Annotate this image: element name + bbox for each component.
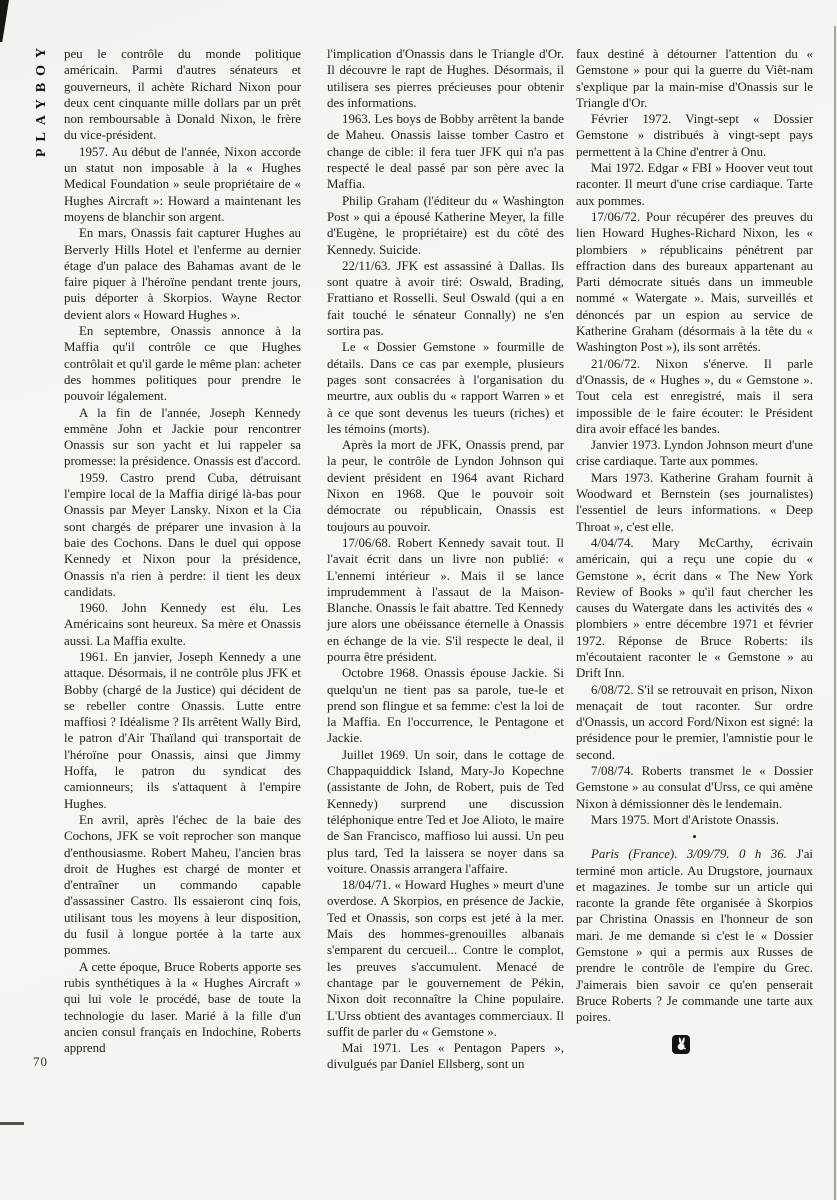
paragraph: Janvier 1973. Lyndon Johnson meurt d'une crise cardiaque. Tarte aux pommes. xyxy=(576,438,813,469)
scan-artifact-bottom-dash xyxy=(0,1122,24,1125)
paragraph: 1963. Les boys de Bobby arrêtent la bande de Maheu. Onassis laisse tomber Castro et change de cible: il fera tuer JFK qui n'a pas respecté le deal passé par son père avec la Maffia. xyxy=(327,112,564,192)
paragraph: Après la mort de JFK, Onassis prend, par la peur, le contrôle de Lyndon Johnson qui devient président en 1964 avant Richard Nixon en 1968. Que le pouvoir soit démocrate ou républicain, Onassis est toujours au pouvoir. xyxy=(327,438,564,534)
magazine-spine xyxy=(30,40,54,158)
scan-artifact-right-edge xyxy=(834,26,836,1200)
paragraph: 1961. En janvier, Joseph Kennedy a une attaque. Désormais, il ne contrôle plus JFK et Bobby (chargé de la Justice) qui décident de se rebeller contre Onassis. Lutte entre maffiosi ? Idéalisme ? Ils arrêtent Wally Bird, le patron d'Air Thaïland qui transportait de l'héroïne pour Onassis, ainsi que Jimmy Hoffa, le patron du syndicat des camionneurs; ils s'attaquent à l'empire Hughes. xyxy=(64,649,301,811)
paragraph: Juillet 1969. Un soir, dans le cottage de Chappaquiddick Island, Mary-Jo Kopechne (assistante de John, de Robert, puis de Ted Kennedy) surprend une discussion téléphonique entre Ted et Joe Alioto, le maire de San Francisco, maffioso lui aussi. Un peu plus tard, Ted la laissera se noyer dans sa voiture. Onassis arrangera l'affaire. xyxy=(327,747,564,876)
paragraph: peu le contrôle du monde politique américain. Parmi d'autres sénateurs et gouverneurs, il achète Richard Nixon pour deux cent cinquante mille dollars par un prêt non remboursable à Donald Nixon, le frère du vice-président. xyxy=(64,47,301,143)
paragraph: Mai 1971. Les « Pentagon Papers », divulgués par Daniel Ellsberg, sont un xyxy=(327,1041,564,1072)
paragraph: faux destiné à détourner l'attention du « Gemstone » pour qui la guerre du Viêt-nam s'explique par la main-mise d'Onassis sur le Triangle d'Or. xyxy=(576,47,813,110)
paragraph: 6/08/72. S'il se retrouvait en prison, Nixon menaçait de tout raconter. Sur ordre d'Onassis, un accord Ford/Nixon est signé: la présidence pour le premier, l'amnistie pour le second. xyxy=(576,682,813,762)
paragraph: Le « Dossier Gemstone » fourmille de détails. Dans ce cas par exemple, plusieurs pages sont consacrées à l'organisation du meurtre, aux oublis du « rapport Warren » et à ce que sont devenus les tueurs (riches) et les témoins (morts). xyxy=(327,340,564,436)
paragraph: En avril, après l'échec de la baie des Cochons, JFK se voit reprocher son manque d'enthousiasme. Robert Maheu, l'ancien bras droit de Hughes est chargé de monter et d'entraîner un commando capable d'assassiner Castro. Ils essaieront cinq fois, utilisant tous les moyens à leur disposition, du fusil à longue portée à la tarte aux pommes. xyxy=(64,812,301,958)
paragraph: Octobre 1968. Onassis épouse Jackie. Si quelqu'un ne tient pas sa parole, tue-le et prend son flingue et sa femme: c'est la loi de la Maffia. En l'occurrence, le Pentagone et Jackie. xyxy=(327,666,564,746)
paragraph: 17/06/72. Pour récupérer des preuves du lien Howard Hughes-Richard Nixon, les « plombiers » républicains pénétrent par effraction dans des bureaux appartenant au Parti démocrate situés dans un immeuble nommé « Watergate ». Mais, surveillés et dénoncés par un espion au service de Katherine Graham (désormais à la tête du « Washington Post »), ils sont arrêtés. xyxy=(576,209,813,355)
paragraph: En septembre, Onassis annonce à la Maffia qu'il contrôle ce que Hughes contrôlait et qu'il garde le même plan: acheter des hommes politiques pour prendre le pouvoir légalement. xyxy=(64,324,301,404)
text-column-2 xyxy=(327,46,564,1073)
paragraph: Mars 1973. Katherine Graham fournit à Woodward et Bernstein (ses journalistes) l'essentiel de leurs informations. « Deep Throat », c'est elle. xyxy=(576,470,813,534)
paragraph: 1959. Castro prend Cuba, détruisant l'empire local de la Maffia dirigé là-bas pour Onassis par Meyer Lansky. Nixon et la Cia sont chargés de préparer une invasion à la baie des Cochons. Dans le duel qui oppose Kennedy et Nixon pour la présidence, Onassis n'a rien à perdre: il tient les deux candidats. xyxy=(64,470,301,599)
closing-dateline: Paris (France). 3/09/79. 0 h 36. xyxy=(591,847,787,862)
paragraph: 18/04/71. « Howard Hughes » meurt d'une overdose. A Skorpios, en présence de Jackie, Ted et Onassis, son corps est jeté à la mer. Mais des hommes-grenouilles albanais s'emparent du cercueil... Contre le complot, les preuves s'accumulent. Menacé de chantage par le gouvernement de Pékin, Nixon doit reconnaître la Chine populaire. L'Urss obtient des avantages commerciaux. Il suffit de parler du « Gemstone ». xyxy=(327,878,564,1039)
paragraph: 1960. John Kennedy est élu. Les Américains sont heureux. Sa mère et Onassis aussi. La Maffia exulte. xyxy=(64,601,301,648)
scan-artifact-corner xyxy=(0,0,9,42)
endmark-row xyxy=(672,1035,813,1054)
paragraph: l'implication d'Onassis dans le Triangle d'Or. Il découvre le rapt de Hughes. Désormais, il utilisera ses pierres précieuses pour obtenir des informations. xyxy=(327,47,564,110)
paragraph: 4/04/74. Mary McCarthy, écrivain américain, qui a reçu une copie du « Gemstone », écrit dans « The New York Review of Books » qu'il faut chercher les causes du Watergate dans les activités des « plombiers » entre décembre 1971 et février 1972. Réponse de Bruce Roberts: ils m'écoutaient raconter le « Gemstone » au Drift Inn. xyxy=(576,535,813,681)
paragraph: En mars, Onassis fait capturer Hughes au Berverly Hills Hotel et l'enferme au dernier étage d'un palace des Bahamas avant de le faire piquer à l'héroïne pendant trente jours, puis déporter à Skorpios. Wayne Rector devient alors « Howard Hughes ». xyxy=(64,226,301,322)
paragraph: 7/08/74. Roberts transmet le « Dossier Gemstone » au consulat d'Urss, ce qui amène Nixon à démissionner dès le lendemain. xyxy=(576,764,813,811)
paragraph: Philip Graham (l'éditeur du « Washington Post » qui a épousé Katherine Meyer, la fille d'Eugène, le propriétaire) est du côté des Kennedy. Suicide. xyxy=(327,193,564,257)
closing-text: J'ai terminé mon article. Au Drugstore, journaux et magazines. Je tombe sur un article qui raconte la grande fête organisée à Skorpios par Christina Onassis en l'honneur de son mari. Je me demande si c'est le « Dossier Gemstone » qui a permis aux Russes de prendre le contrôle de l'empire du Grec. J'aimerais bien savoir ce qu'en penserait Bruce Roberts ? Je commande une tarte aux poires. xyxy=(576,847,813,1025)
paragraph: A cette époque, Bruce Roberts apporte ses rubis synthétiques à la « Hughes Aircraft » qui lui vole le procédé, base de toute la technologie du laser. Marié à la fille d'un ancien consul français en Indochine, Roberts apprend xyxy=(64,959,301,1056)
paragraph: A la fin de l'année, Joseph Kennedy emmène John et Jackie pour rencontrer Onassis sur son yacht et lui rappeler sa promesse: la présidence. Onassis est d'accord. xyxy=(64,405,301,469)
text-column-3 xyxy=(576,46,813,1054)
paragraph: Février 1972. Vingt-sept « Dossier Gemstone » distribués à vingt-sept pays permettent à la Chine d'entrer à Onu. xyxy=(576,112,813,159)
text-column-1 xyxy=(64,46,301,1056)
paragraph: 22/11/63. JFK est assassiné à Dallas. Ils sont quatre à avoir tiré: Oswald, Brading, Frattiano et Rosselli. Seul Oswald (qui a en fait touché le sénateur Connally) ne s'en sortira pas. xyxy=(327,258,564,339)
playboy-bunny-end-mark-icon xyxy=(672,1035,690,1054)
paragraph: Mai 1972. Edgar « FBI » Hoover veut tout raconter. Il meurt d'une crise cardiaque. Tarte aux pommes. xyxy=(576,161,813,208)
playboy-vertical-logo: PLAYBOY xyxy=(34,40,49,158)
section-separator-bullet: • xyxy=(692,829,697,845)
paragraph: Mars 1975. Mort d'Aristote Onassis. xyxy=(591,812,779,827)
paragraph: 1957. Au début de l'année, Nixon accorde un statut non imposable à la « Hughes Medical Foundation » seule propriétaire de « Hughes Aircraft »: Howard a maintenant les moyens de blanchir son argent. xyxy=(64,144,301,224)
closing-paragraph xyxy=(576,846,813,1025)
paragraph: 21/06/72. Nixon s'énerve. Il parle d'Onassis, de « Hughes », du « Gemstone ». Tout cela est enregistré, mais il sera impossible de le faire écouter: le Président dira avoir effacé les bandes. xyxy=(576,356,813,436)
page-number: 70 xyxy=(33,1054,48,1069)
paragraph: 17/06/68. Robert Kennedy savait tout. Il l'avait écrit dans un livre non publié: « L'ennemi intérieur ». Mais il se lance imprudemment à l'assaut de la Maison-Blanche. Onassis le fait abattre. Ted Kennedy jure alors une obéissance éternelle à Onassis en échange de la vie. S'il respecte le deal, il pourra être président. xyxy=(327,535,564,664)
